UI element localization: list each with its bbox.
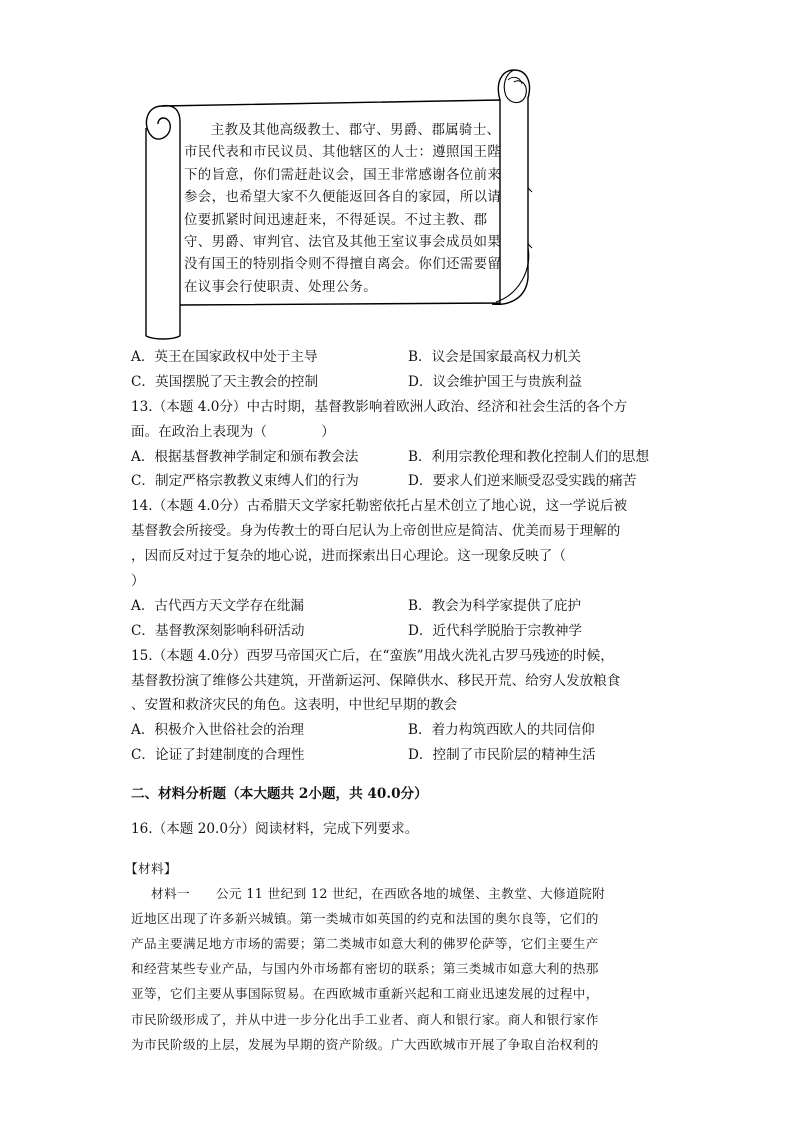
q13-options-row-2: [131, 469, 671, 494]
q15-options-row-1: [131, 718, 671, 743]
q12-options-row-2: [131, 370, 671, 395]
q13-stem-2: 面。在政治上表现为（ ）: [131, 423, 335, 440]
q14-stem-1: 14.（本题 4.0分）古希腊天文学家托勒密依托占星术创立了地心说，这一学说后被: [131, 498, 628, 515]
q15-option-d[interactable]: D．控制了市民阶层的精神生活: [408, 747, 596, 764]
q14-option-a[interactable]: A．古代西方天文学存在纰漏: [131, 597, 304, 614]
q12-option-c[interactable]: C．英国摆脱了天主教会的控制: [131, 373, 319, 390]
q15-option-c[interactable]: C．论证了封建制度的合理性: [131, 747, 305, 764]
q16-material: [125, 856, 663, 1057]
material-line-5: 亚等，它们主要从事国际贸易。在西欧城市重新兴起和工商业迅速发展的过程中，: [131, 986, 599, 1002]
q14-stem-4: ）: [131, 573, 145, 590]
material-line-2: 近地区出现了许多新兴城镇。第一类城市如英国的约克和法国的奥尔良等，它们的: [131, 911, 599, 927]
q15-stem-2: 基督教扮演了维修公共建筑，开凿新运河、保障供水、移民开荒、给穷人发放粮食: [131, 672, 621, 689]
q12-options-row-1: [131, 345, 671, 370]
q14-option-c[interactable]: C．基督教深刻影响科研活动: [131, 622, 305, 639]
q14-stem-2: 基督教会所接受。身为传教士的哥白尼认为上帝创世应是简洁、优美而易于理解的: [131, 523, 621, 540]
scroll-text: [184, 120, 514, 299]
section-2-title: 二、材料分析题（本大题共 2小题，共 40.0分）: [131, 786, 428, 803]
q13-option-a[interactable]: A．根据基督教神学制定和颁布教会法: [131, 448, 359, 465]
q13-option-c[interactable]: C．制定严格宗教教义束缚人们的行为: [131, 473, 359, 490]
q13-options-row-1: [131, 445, 671, 470]
q14-stem-3: ，因而反对过于复杂的地心说，进而探索出日心理论。这一现象反映了（: [131, 548, 566, 565]
q12-option-a[interactable]: A．英王在国家政权中处于主导: [131, 349, 318, 365]
q12-option-d[interactable]: D．议会维护国王与贵族利益: [408, 373, 583, 390]
material-line-3: 产品主要满足地方市场的需要；第二类城市如意大利的佛罗伦萨等，它们主要生产: [131, 936, 599, 952]
q15-options-row-2: [131, 743, 671, 768]
questions: [131, 345, 671, 842]
material-header: 【材料】: [125, 861, 177, 876]
section-spacer-2: [131, 807, 671, 817]
q15-option-a[interactable]: A．积极介入世俗社会的治理: [131, 722, 304, 739]
q13-option-d[interactable]: D．要求人们逆来顺受忍受实践的痛苦: [408, 473, 637, 490]
q15-option-b[interactable]: B．着力构筑西欧人的共同信仰: [408, 722, 595, 739]
q15-stem-1: 15.（本题 4.0分）西罗马帝国灭亡后，在“蛮族”用战火洗礼古罗马残迹的时候，: [131, 647, 614, 664]
material-line-7: 为市民阶级的上层，发展为早期的资产阶级。广大西欧城市开展了争取自治权利的: [131, 1036, 599, 1052]
q14-options-row-2: [131, 619, 671, 644]
material-line-4: 和经营某些专业产品，与国内外市场都有密切的联系；第三类城市如意大利的热那: [131, 961, 599, 977]
q16-stem: 16.（本题 20.0分）阅读材料，完成下列要求。: [131, 821, 419, 838]
material-line-6: 市民阶级形成了，并从中进一步分化出手工业者、商人和银行家。商人和银行家作: [131, 1011, 599, 1027]
material-line-1: 材料一 公元 11 世纪到 12 世纪，在西欧各地的城堡、主教堂、大修道院附: [151, 886, 606, 902]
q15-stem-3: 、安置和救济灾民的角色。这表明，中世纪早期的教会: [131, 697, 458, 714]
q14-option-b[interactable]: B．教会为科学家提供了庇护: [408, 597, 582, 614]
q14-option-d[interactable]: D．近代科学脱胎于宗教神学: [408, 622, 583, 639]
q14-options-row-1: [131, 594, 671, 619]
scroll-paragraph: 主教及其他高级教士、郡守、男爵、郡属骑士、市民代表和市民议员、其他辖区的人士：遵照国王陛下的旨意，你们需赶赴议会，国王非常感谢各位前来参会，也希望大家不久便能返回各自的家园，所以请位要抓紧时间迅速赶来，不得延误。不过主教、郡守、男爵、审判官、法官及其他王室议事会成员如果没有国王的特别指令则不得擅自离会。你们还需要留在议事会行使职责、处理公务。: [184, 123, 502, 295]
q13-stem-1: 13.（本题 4.0分）中古时期，基督教影响着欧洲人政治、经济和社会生活的各个方: [131, 398, 628, 415]
q13-option-b[interactable]: B．利用宗教伦理和教化控制人们的思想: [408, 448, 650, 465]
section-spacer: [131, 768, 671, 782]
q12-option-b[interactable]: B．议会是国家最高权力机关: [408, 349, 582, 365]
